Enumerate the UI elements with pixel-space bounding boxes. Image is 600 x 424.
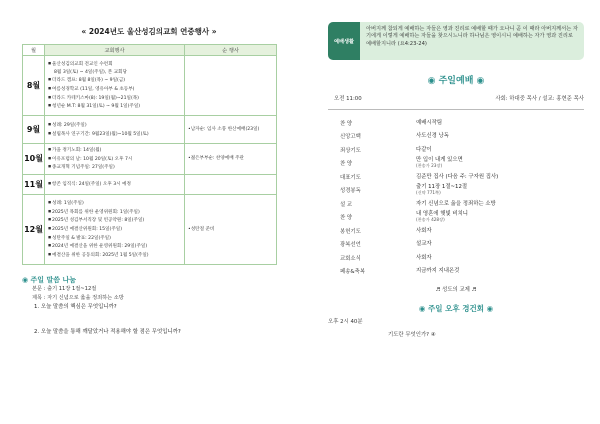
order-value — [392, 184, 584, 197]
order-value-main: 내 영혼에 햇빛 비치니 — [416, 210, 469, 217]
event-item: ■ 이유포럼의 날: 10월 20일(토) 오후 7시 — [48, 155, 181, 164]
order-value: 김준만 집사 (다음 주: 구자원 집사) — [416, 173, 499, 180]
table-row — [23, 174, 277, 194]
event-item: ■ 청년순 M.T: 8월 31일(토) ~ 9월 1일(주일) — [48, 102, 181, 111]
order-item — [328, 197, 584, 211]
header-events: 교회행사 — [45, 45, 185, 56]
review-title: 제목 : 자기 신념으로 옳을 정죄하는 소방 — [32, 294, 124, 301]
table-row — [23, 116, 277, 144]
service-time: 오전 11:00 — [334, 96, 362, 102]
notes-cell: •성탄절 준비 — [185, 194, 277, 264]
order-item — [328, 251, 584, 265]
order-value: 다같이 — [416, 146, 432, 153]
order-label: 찬 양 — [340, 120, 353, 127]
order-item — [328, 265, 584, 279]
verse-text: 아버지께 참되게 예배하는 자들은 영과 진리로 예배할 때가 오나니 곧 이 때라 아버지께서는 자기에게 이렇게 예배하는 자들을 찾으시느니라 하나님은 영이시니 예배하는 자가 영과 진리로 예배할지니라 (요4:23-24) — [366, 26, 578, 47]
order-value-main: 출기 11장 1절~12절 — [416, 183, 468, 190]
afternoon-prayer-topic: 기도란 무엇인가? ④ — [388, 332, 436, 338]
event-item: ■ 설립목사 연구기간: 9월23일(월)~10월 5일(토) — [48, 130, 181, 139]
event-item: ■ 더라드 카테키스마(8): 19일(월)~21일(목) — [48, 94, 181, 103]
event-item: ■ 예결산을 위한 공동의회: 2025년 1월 5일(주일) — [48, 251, 181, 260]
events-title: « 2024년도 울산성김의교회 연중행사 » — [81, 27, 217, 36]
events-page — [22, 26, 276, 337]
sunday-worship-heading: ◉ 주일예배 ◉ — [427, 76, 485, 86]
event-item: ■ 여름성경학교 (11일, 영유아부 & 초등부) — [48, 85, 181, 94]
worship-page — [328, 22, 584, 339]
order-label: 페송&축복 — [340, 269, 366, 276]
table-row — [23, 56, 277, 116]
order-of-service — [328, 116, 584, 278]
order-value: 지금까지 지내온것 — [416, 268, 460, 274]
verse-badge: 예배생활 — [328, 22, 360, 60]
notes-cell — [185, 56, 277, 116]
events-cell — [45, 194, 185, 264]
event-item: ■ 성례: 1일(주일) — [48, 199, 181, 208]
event-item: ■ 울산성김의교회 전교인 수련회 — [48, 60, 181, 69]
afternoon-service-time: 오후 2시 40분 — [328, 319, 363, 325]
order-value-sub: (신약 771쪽) — [416, 190, 441, 196]
order-label: 광복선언 — [340, 242, 361, 249]
notes-cell — [185, 174, 277, 194]
event-item: ■ 2025년 성김부서직장 및 빈공약원: 8일(주일) — [48, 216, 181, 225]
review-text: 본문 : 출기 11장 1절~12절 — [32, 285, 97, 292]
order-label: 대표기도 — [340, 174, 361, 181]
afternoon-service-heading: ◉ 주일 오후 경건회 ◉ — [418, 304, 494, 313]
month-cell: 11월 — [23, 174, 45, 194]
review-heading: ◉ 주일 말씀 나눔 — [22, 275, 76, 284]
order-value-sub: (찬송가 23장) — [416, 163, 443, 169]
event-item: ■ 더라드 캠프: 8월 8일(목) ~ 9일(금) — [48, 76, 181, 85]
service-time-row — [328, 94, 584, 103]
order-label: 성경봉독 — [340, 188, 361, 195]
events-cell — [45, 116, 185, 144]
order-value: 사회자 — [416, 254, 432, 261]
table-row — [23, 144, 277, 175]
question-2: 2. 오늘 말씀을 통해 깨달았거나 적용해야 할 점은 무엇입니까? — [34, 328, 181, 335]
order-label: 신앙고백 — [340, 134, 361, 141]
event-item: ■ 2025년 예결산위원회: 15일(주일) — [48, 225, 181, 234]
order-label: 죄상기도 — [340, 147, 361, 154]
order-value: 설교자 — [416, 241, 432, 247]
question-1: 1. 오늘 말씀의 핵심은 무엇입니까? — [34, 303, 117, 310]
event-item: ■ 2025년 목회를 위한 운영위원회: 1일(주일) — [48, 208, 181, 217]
notes-cell: •젊은부부순: 찬양예배 주관 — [185, 144, 277, 175]
order-item — [328, 116, 584, 130]
order-item — [328, 170, 584, 184]
events-cell — [45, 174, 185, 194]
order-label: 봉헌기도 — [340, 228, 361, 235]
order-item — [328, 143, 584, 157]
order-item — [328, 211, 584, 225]
header-month: 월 — [23, 45, 45, 56]
order-item — [328, 184, 584, 198]
event-item: 8월 3일(토) ~ 4일(주일), 본 교회당 — [54, 69, 127, 75]
event-item: ■ 성탄주일 & 발표: 22일(주일) — [48, 234, 181, 243]
order-value: 사회자 — [416, 227, 432, 234]
order-label: 찬 양 — [340, 215, 353, 222]
event-item: ■ 종교개혁 기념주일: 27일(주일) — [48, 163, 181, 172]
events-cell — [45, 56, 185, 116]
table-row — [23, 194, 277, 264]
order-value-main: 만 입이 내게 있으면 — [416, 156, 463, 163]
order-value: 예배시작팀 — [416, 119, 443, 126]
order-value — [392, 157, 584, 170]
month-cell: 10월 — [23, 144, 45, 175]
event-item: ■ 성례: 29일(주일) — [48, 121, 181, 130]
order-item — [328, 224, 584, 238]
events-cell — [45, 144, 185, 175]
order-item — [328, 157, 584, 171]
verse-box — [328, 22, 584, 60]
month-cell: 8월 — [23, 56, 45, 116]
order-label: 찬 양 — [340, 161, 353, 168]
notes-cell: •남자순: 임사 소풍 한산예배(23일) — [185, 116, 277, 144]
event-item: ■ 항존 임직식: 24일(주일) 오후 3시 예정 — [48, 180, 181, 189]
order-value-sub: (찬송가 428장) — [416, 217, 445, 223]
divider — [328, 109, 584, 110]
header-notes: 순 행사 — [185, 45, 277, 56]
order-value: 사도신경 낭독 — [416, 133, 449, 139]
order-value: 자기 신념으로 옳을 정죄하는 소방 — [416, 200, 496, 207]
fellowship-line: ♬ 성도의 교제 ♬ — [435, 287, 477, 293]
order-item — [328, 238, 584, 252]
order-item — [328, 130, 584, 144]
month-cell: 9월 — [23, 116, 45, 144]
events-table — [22, 44, 277, 265]
order-label: 교회소식 — [340, 255, 361, 262]
month-cell: 12월 — [23, 194, 45, 264]
order-value — [392, 211, 584, 224]
event-item: ■ 가을 정기노회: 14일(월) — [48, 146, 181, 155]
service-leaders: 사회: 하대중 목사 / 설교: 홍현준 목사 — [495, 96, 584, 102]
order-label: 설 교 — [340, 201, 353, 208]
event-item: ■ 2024년 예결산을 위한 운영위원회: 29일(주일) — [48, 242, 181, 251]
